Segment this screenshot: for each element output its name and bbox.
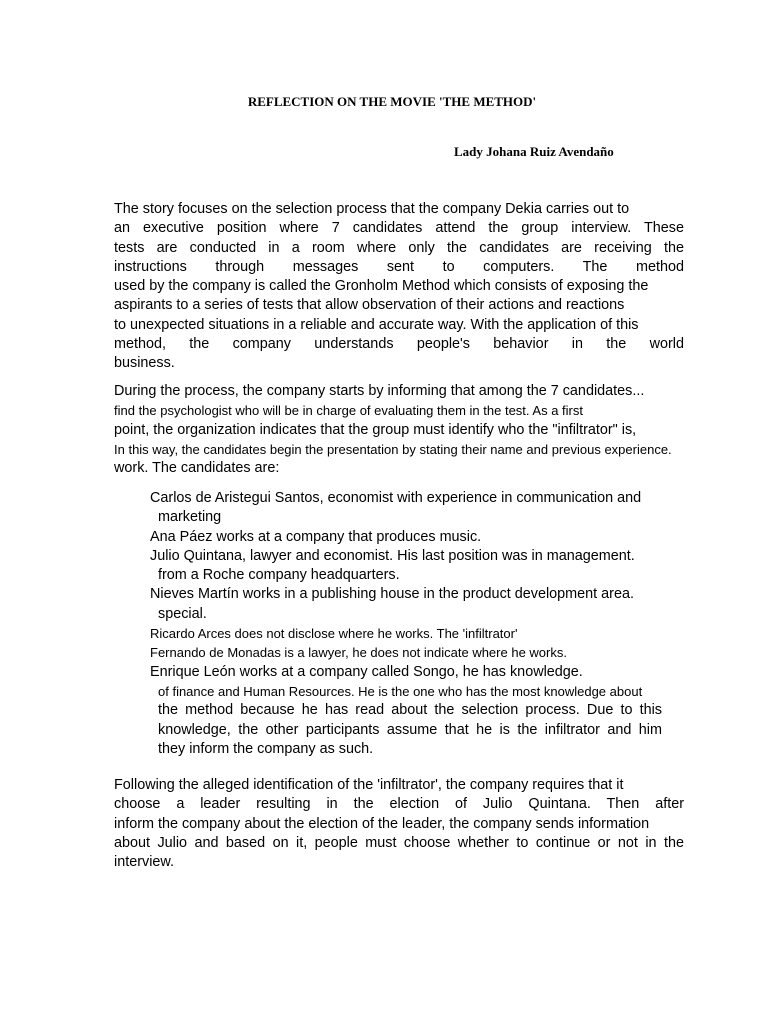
list-item [136,585,686,624]
list-item-continuation: they inform the company as such. [158,740,374,757]
paragraph-line: Following the alleged identification of the 'infiltrator', the company requires that it [114,777,624,793]
paragraph-line: The story focuses on the selection process that the company Dekia carries out to [114,201,630,217]
list-item [136,489,686,528]
paragraph-line: tests are conducted in a room where only the candidates are receiving the [114,239,684,256]
paragraph-line: aspirants to a series of tests that allow observation of their actions and reactions [114,297,625,314]
list-item [136,663,686,759]
list-item-text: Ana Páez works at a company that produces music. [150,528,482,545]
paragraph-line: choose a leader resulting in the election of Julio Quintana. Then after [114,796,684,813]
list-item-continuation: knowledge, the other participants assume that he is the infiltrator and him [158,721,662,738]
paragraph-line: to unexpected situations in a reliable and accurate way. With the application of this [114,316,639,333]
author-name: Lady Johana Ruiz Avendaño [454,144,614,159]
list-item-continuation: marketing [158,509,222,526]
list-item-continuation: from a Roche company headquarters. [158,567,400,584]
paragraph-line: work. The candidates are: [114,460,280,477]
paragraph-line: find the psychologist who will be in charge of evaluating them in the test. As a first [114,403,583,419]
list-item-text: Nieves Martín works in a publishing house in the product development area. [150,586,634,603]
paragraph-line: method, the company understands people's behavior in the world [114,336,684,353]
paragraph-process [114,382,684,478]
paragraph-line: used by the company is called the Gronholm Method which consists of exposing the [114,278,649,295]
paragraph-line: an executive position where 7 candidates attend the group interview. These [114,220,684,237]
paragraph-line: During the process, the company starts by informing that among the 7 candidates... [114,383,645,399]
paragraph-intro [114,200,684,374]
paragraph-line: instructions through messages sent to computers. The method [114,258,684,275]
paragraph-line: inform the company about the election of the leader, the company sends information [114,815,650,832]
list-item [136,624,686,643]
document-title: REFLECTION ON THE MOVIE 'THE METHOD' [247,94,537,109]
paragraph-line: about Julio and based on it, people must choose whether to continue or not in the [114,834,684,851]
paragraph-line: In this way, the candidates begin the presentation by stating their name and previous experience. [114,441,672,457]
list-item [136,547,686,586]
list-item-text: Fernando de Monadas is a lawyer, he does not indicate where he works. [150,645,567,661]
list-item-continuation: special. [158,605,207,622]
list-item-text: Julio Quintana, lawyer and economist. His last position was in management. [150,547,635,564]
paragraph-line: point, the organization indicates that the group must identify who the "infiltrator" is, [114,421,637,438]
paragraph-leader [114,776,684,872]
list-item-continuation: of finance and Human Resources. He is the one who has the most knowledge about [158,683,643,699]
paragraph-line: business. [114,355,175,372]
list-item-continuation: the method because he has read about the selection process. Due to this [158,702,662,719]
list-item [136,643,686,662]
candidate-list [136,489,686,759]
paragraph-line: interview. [114,854,174,871]
list-item [136,528,686,547]
list-item-text: Ricardo Arces does not disclose where he works. The 'infiltrator' [150,626,518,642]
list-item-text: Carlos de Aristegui Santos, economist with experience in communication and [150,490,642,506]
list-item-text: Enrique León works at a company called Songo, he has knowledge. [150,663,583,680]
